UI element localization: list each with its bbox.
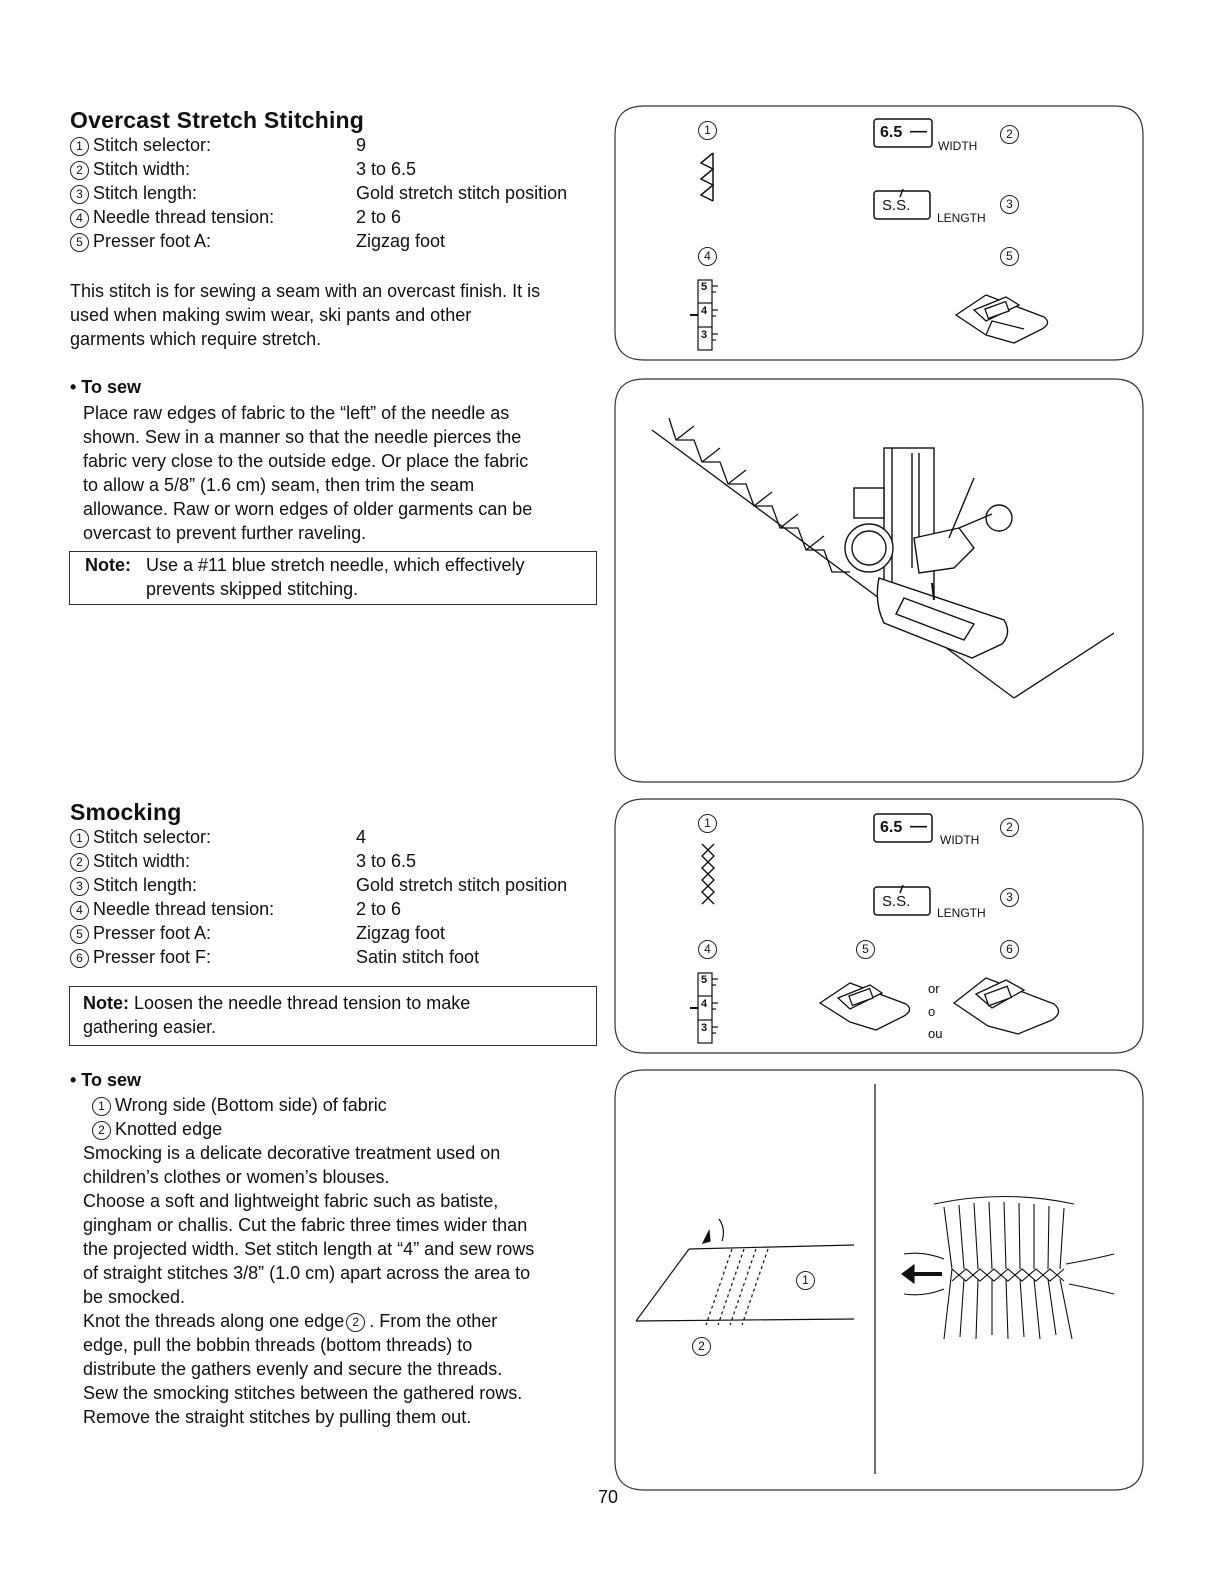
section-title-smocking: Smocking <box>70 799 182 825</box>
minus-sign: — <box>910 121 927 140</box>
tension-tick-label: 5 <box>701 281 708 293</box>
presser-foot-f-icon <box>954 978 1059 1034</box>
circled-number: 3 <box>70 877 89 896</box>
spec-label: Needle thread tension: <box>93 207 275 227</box>
circled-number: 2 <box>70 853 89 872</box>
circled-number: 1 <box>796 1271 815 1290</box>
spec-value: 3 to 6.5 <box>356 851 417 871</box>
spec-value: 2 to 6 <box>356 899 402 919</box>
overcast-note <box>69 551 597 605</box>
smocking-sub-items <box>92 1093 612 1141</box>
section-title-overcast: Overcast Stretch Stitching <box>70 107 365 133</box>
spec-row <box>70 207 610 231</box>
text-line: allowance. Raw or worn edges of older garments can be <box>83 499 533 519</box>
tension-tick-label: 5 <box>701 974 708 986</box>
tension-tick-label: 4 <box>701 305 708 317</box>
circled-number: 3 <box>1000 888 1019 907</box>
spec-label: Presser foot F: <box>93 947 212 967</box>
smocking-note <box>69 986 597 1046</box>
spec-value: Zigzag foot <box>356 231 446 251</box>
smocking-body-text <box>83 1141 613 1429</box>
overcast-sewing-illustration <box>614 378 1144 783</box>
or-label-fr: ou <box>928 1026 943 1041</box>
spec-row <box>70 947 610 971</box>
overcast-intro <box>70 279 615 351</box>
circled-number: 2 <box>692 1337 711 1356</box>
text-line: edge, pull the bobbin threads (bottom threads) to <box>83 1335 473 1355</box>
spec-label: Needle thread tension: <box>93 899 275 919</box>
circled-number: 1 <box>70 829 89 848</box>
spec-value: 2 to 6 <box>356 207 402 227</box>
spec-label: Presser foot A: <box>93 923 212 943</box>
text-line: distribute the gathers evenly and secure the threads. <box>83 1359 503 1379</box>
text-line: Choose a soft and lightweight fabric such as batiste, <box>83 1191 499 1211</box>
circled-number: 4 <box>698 940 717 959</box>
illustration-drawing <box>614 378 1144 783</box>
circled-number: 2 <box>92 1121 111 1140</box>
circled-number: 6 <box>70 949 89 968</box>
spec-row <box>70 231 610 255</box>
circled-number: 2 <box>1000 818 1019 837</box>
circled-number: 5 <box>1000 247 1019 266</box>
length-label: LENGTH <box>937 906 986 920</box>
note-label: Note: <box>85 555 131 575</box>
text-line: Remove the straight stitches by pulling them out. <box>83 1407 472 1427</box>
minus-sign: — <box>910 816 927 835</box>
text-line: garments which require stretch. <box>70 329 322 349</box>
smocking-settings-panel <box>614 798 1144 1054</box>
note-label: Note: <box>83 993 129 1013</box>
spec-row <box>70 827 610 851</box>
spec-row <box>70 899 610 923</box>
presser-foot-a-icon <box>956 295 1048 343</box>
illustration-drawing <box>614 1069 1144 1491</box>
spec-value: Zigzag foot <box>356 923 446 943</box>
text-line: the projected width. Set stitch length at “4” and sew rows <box>83 1239 535 1259</box>
or-label-en: or <box>928 981 940 996</box>
circled-number: 2 <box>70 161 89 180</box>
to-sew-heading: • To sew <box>70 1070 141 1090</box>
circled-number: 3 <box>1000 195 1019 214</box>
text-line: shown. Sew in a manner so that the needle pierces the <box>83 427 522 447</box>
spec-value: Gold stretch stitch position <box>356 183 568 203</box>
text-line: This stitch is for sewing a seam with an overcast finish. It is <box>70 281 541 301</box>
text-line <box>83 1309 613 1333</box>
sub-item <box>92 1093 612 1117</box>
spec-row <box>70 851 610 875</box>
tension-tick-label: 3 <box>701 1022 708 1034</box>
text-fragment: Knot the threads along one edge <box>83 1311 345 1331</box>
overcast-to-sew-text <box>83 401 613 545</box>
circled-number: 4 <box>70 901 89 920</box>
spec-value: 4 <box>356 827 367 847</box>
circled-number: 4 <box>698 247 717 266</box>
sub-item-text: Knotted edge <box>115 1119 223 1139</box>
spec-label: Stitch selector: <box>93 827 212 847</box>
spec-row <box>70 923 610 947</box>
spec-value: 9 <box>356 135 367 155</box>
circled-number: 3 <box>70 185 89 204</box>
text-fragment: . From the other <box>369 1311 498 1331</box>
presser-foot-a-icon <box>820 983 910 1030</box>
length-label: LENGTH <box>937 211 986 225</box>
length-value: S.S. <box>882 197 911 214</box>
width-value: 6.5 <box>880 124 903 141</box>
spec-label: Stitch length: <box>93 875 198 895</box>
text-line: overcast to prevent further raveling. <box>83 523 367 543</box>
presser-foot-needle-icon <box>845 448 1012 658</box>
width-label: WIDTH <box>938 139 978 153</box>
text-line: used when making swim wear, ski pants and other <box>70 305 472 325</box>
circled-number: 5 <box>70 233 89 252</box>
page-number: 70 <box>598 1487 619 1507</box>
smocking-stitch-pattern-icon <box>702 844 714 904</box>
gathering-rows-icon <box>636 1219 854 1325</box>
circled-number: 4 <box>70 209 89 228</box>
smocking-illustration <box>614 1069 1144 1491</box>
circled-number: 5 <box>856 940 875 959</box>
spec-row <box>70 135 610 159</box>
circled-number: 2 <box>346 1313 365 1332</box>
spec-label: Stitch width: <box>93 851 191 871</box>
circled-number: 1 <box>92 1097 111 1116</box>
circled-number: 1 <box>698 121 717 140</box>
overcast-settings-panel <box>614 105 1144 361</box>
text-line: fabric very close to the outside edge. Or place the fabric <box>83 451 529 471</box>
sub-item-text: Wrong side (Bottom side) of fabric <box>115 1095 387 1115</box>
or-label-es: o <box>928 1004 936 1019</box>
spec-label: Stitch selector: <box>93 135 212 155</box>
length-value: S.S. <box>882 893 911 910</box>
panel-frame <box>614 798 1144 1054</box>
spec-row <box>70 183 610 207</box>
overcast-stitch-pattern-icon <box>701 153 713 201</box>
sub-item <box>92 1117 612 1141</box>
text-line: children’s clothes or women’s blouses. <box>83 1167 390 1187</box>
spec-value: Gold stretch stitch position <box>356 875 568 895</box>
text-line: of straight stitches 3/8” (1.0 cm) apart across the area to <box>83 1263 531 1283</box>
note-line: Loosen the needle thread tension to make <box>134 993 471 1013</box>
text-line: to allow a 5/8” (1.6 cm) seam, then trim the seam <box>83 475 475 495</box>
note-line: Use a #11 blue stretch needle, which effectively <box>146 555 525 575</box>
spec-label: Stitch length: <box>93 183 198 203</box>
text-line: be smocked. <box>83 1287 186 1307</box>
text-line: gingham or challis. Cut the fabric three times wider than <box>83 1215 528 1235</box>
circled-number: 6 <box>1000 940 1019 959</box>
circled-number: 1 <box>70 137 89 156</box>
tension-tick-label: 4 <box>701 998 708 1010</box>
to-sew-heading: • To sew <box>70 377 141 397</box>
spec-row <box>70 159 610 183</box>
text-line: Place raw edges of fabric to the “left” of the needle as <box>83 403 510 423</box>
width-value: 6.5 <box>880 819 903 836</box>
circled-number: 5 <box>70 925 89 944</box>
note-line: gathering easier. <box>83 1017 217 1037</box>
smocked-fabric-icon <box>902 1197 1114 1340</box>
text-line: Smocking is a delicate decorative treatment used on <box>83 1143 501 1163</box>
note-line: prevents skipped stitching. <box>146 579 359 599</box>
text-line: Sew the smocking stitches between the gathered rows. <box>83 1383 523 1403</box>
spec-value: 3 to 6.5 <box>356 159 417 179</box>
spec-label: Stitch width: <box>93 159 191 179</box>
spec-label: Presser foot A: <box>93 231 212 251</box>
spec-row <box>70 875 610 899</box>
circled-number: 2 <box>1000 125 1019 144</box>
width-label: WIDTH <box>940 833 980 847</box>
circled-number: 1 <box>698 814 717 833</box>
spec-value: Satin stitch foot <box>356 947 480 967</box>
panel-frame <box>614 105 1144 361</box>
tension-tick-label: 3 <box>701 329 708 341</box>
